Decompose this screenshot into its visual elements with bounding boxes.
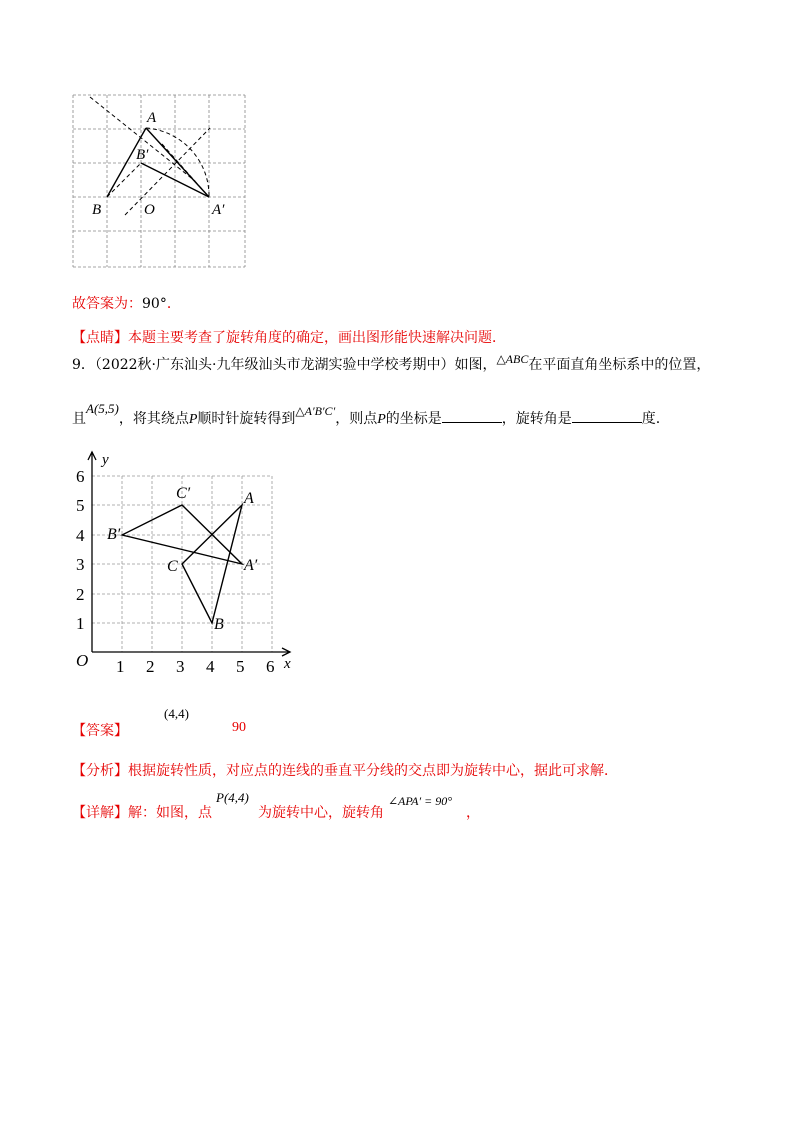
question-source: （2022秋·广东汕头·九年级汕头市龙湖实验中学校考期中） [94, 357, 455, 373]
x-tick-4: 4 [206, 657, 215, 676]
label-A-prime: A′ [212, 202, 225, 218]
question-text-2d: ，则点 [335, 411, 378, 427]
label-B: B [92, 202, 102, 218]
y-tick-4: 4 [76, 526, 85, 545]
origin-label: O [76, 651, 89, 670]
formula-triangle-abc: △ABC [496, 352, 529, 366]
label-O: O [144, 202, 155, 218]
question-text-2e: 的坐标是 [385, 411, 442, 427]
grid-1 [73, 95, 245, 267]
x-tick-5: 5 [236, 657, 245, 676]
label-A: A [147, 110, 157, 126]
x-tick-6: 6 [266, 657, 275, 676]
coordinate-figure [66, 446, 306, 678]
label-A-prime: A′ [244, 557, 258, 574]
label-C-prime: C′ [176, 485, 191, 502]
comment-text: 本题主要考查了旋转角度的确定，画出图形能快速解决问题． [128, 330, 506, 346]
blank-angle[interactable] [572, 408, 642, 423]
var-p-2: P [377, 412, 386, 427]
question-text-2a: 且 [72, 411, 86, 427]
answer-value-1: (4,4) [164, 706, 189, 721]
question-number: 9． [72, 357, 95, 373]
x-tick-2: 2 [146, 657, 155, 676]
previous-answer [72, 293, 181, 313]
blank-coordinates[interactable] [442, 408, 502, 423]
analysis-text: 根据旋转性质，对应点的连线的垂直平分线的交点即为旋转中心，据此可求解． [128, 763, 618, 779]
question-text-2f: ，旋转角是 [501, 411, 572, 427]
comment-tag: 【点睛】 [72, 330, 128, 346]
axes [88, 452, 290, 656]
analysis [72, 760, 618, 780]
label-B-prime: B′ [136, 147, 149, 163]
detail-text-a: 解：如图，点 [128, 805, 212, 821]
analysis-tag: 【分析】 [72, 763, 128, 779]
x-tick-3: 3 [176, 657, 185, 676]
question-text-1a: 如图， [454, 357, 497, 373]
var-p-1: P [188, 412, 198, 427]
figure1-shapes [107, 128, 209, 197]
question-line-1 [72, 354, 710, 374]
axis-x-label: x [284, 656, 291, 672]
formula-point-a: A(5,5) [86, 401, 119, 416]
y-tick-3: 3 [76, 555, 85, 574]
question-text-2c: 顺时针旋转得到 [197, 411, 296, 427]
detail-formula-p: P(4,4) [216, 790, 249, 805]
detail-formula-angle: ∠APA′ = 90° [388, 794, 453, 808]
axis-y-label: y [102, 452, 109, 468]
formula-triangle-prime: △A′B′C′ [295, 404, 336, 418]
y-tick-1: 1 [76, 614, 85, 633]
detail-tag: 【详解】 [72, 805, 128, 821]
question-text-2b: ，将其绕点 [118, 411, 189, 427]
y-tick-6: 6 [76, 467, 85, 486]
detail-text-c: ， [466, 805, 480, 821]
previous-comment [72, 327, 506, 347]
question-line-2 [72, 401, 661, 428]
rotation-figure-1 [70, 92, 250, 272]
x-tick-1: 1 [116, 657, 125, 676]
question-text-1b: 在平面直角坐标系中的位置， [528, 357, 711, 373]
y-tick-2: 2 [76, 585, 85, 604]
previous-answer-prefix: 故答案为： [72, 296, 142, 312]
previous-answer-value: 90° [142, 296, 167, 312]
answer-tag: 【答案】 [72, 723, 128, 739]
label-B-prime: B′ [107, 526, 121, 543]
answer-value-2: 90 [232, 720, 246, 735]
y-tick-5: 5 [76, 496, 85, 515]
label-B: B [214, 616, 224, 633]
label-A: A [244, 490, 254, 507]
detail-text-b: 为旋转中心，旋转角 [258, 805, 384, 821]
label-C: C [167, 558, 178, 575]
question-text-2g: 度. [641, 411, 661, 427]
previous-answer-suffix: ． [166, 296, 181, 312]
